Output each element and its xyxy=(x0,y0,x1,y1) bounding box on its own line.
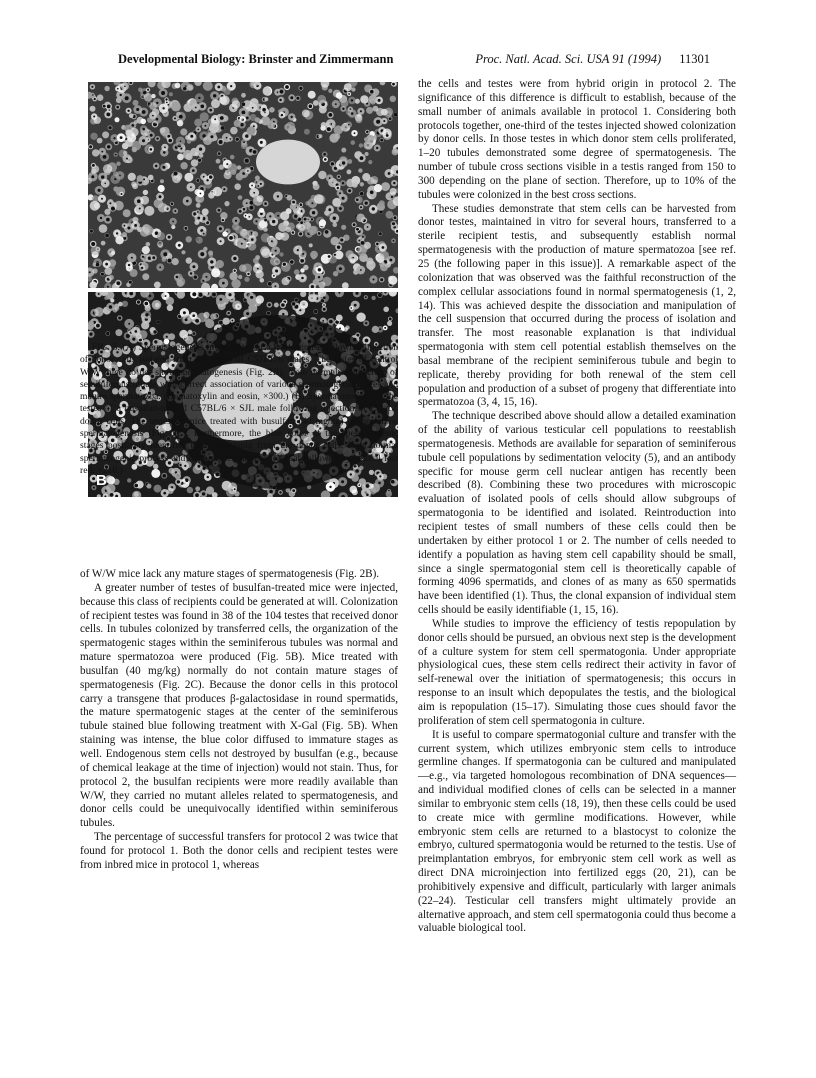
figure-5-caption: FIG. 5. (A) Spermatogenesis in the testes of a W/W mouse following injection of donor cells isolated from the testes of C57BL/6 males. The testes of control W/W mice do not show spermatogenesis (Fig. 2B). Note normal architecture of seminiferous tubule with correct association of various spermatogenic stages and mature spermatozoa. (Hematoxylin and eosin, ×300.) (B) Spermatogenesis in the testes of a busulfan-treated C57BL/6 × SJL male following injection of ZFlacZ donor cells. The testes of mice treated with busulfan (40 mg/kg) do not show spermatogenesis (Fig. 2C). Furthermore, the blue color of the spermatogenic stages positively identifies them as arising from the donor cells. Note normal spermatogenic process and mature spermatozoa. (X-Gal followed by neutral fast red; ×210.) xyxy=(80,342,398,476)
page-number: 11301 xyxy=(679,52,710,66)
running-head xyxy=(118,52,710,72)
micrograph-a-image xyxy=(88,82,398,288)
running-head-journal xyxy=(475,52,710,67)
figure-5a-micrograph xyxy=(88,82,398,288)
paragraph: A greater number of testes of busulfan-treated mice were injected, because this class of recipients could be generated at will. Colonization of recipient testes was found in 38 of the 104 testes that received donor cells. In tubules colonized by transferred cells, the organization of the spermatogenic stages within the seminiferous tubules was normal and mature spermatozoa were produced (Fig. 5B). Mice treated with busulfan (40 mg/kg) normally do not contain mature stages of spermatogenesis (Fig. 2C). Because the donor cells in this protocol carry a transgene that produces β-galactosidase in round spermatids, the mature spermatogenic stages at the center of the seminiferous tubule stained blue following treatment with X-Gal (Fig. 5B). When staining was intense, the blue color diffused to immature stages as well. Endogenous stem cells not destroyed by busulfan (e.g., because of chemical leakage at the time of injection) would not stain. Thus, for protocol 2, the busulfan recipients were more readily available than W/W, they carried no mutant alleles related to spermatogenesis, and donor cells could be unequivocally identified within seminiferous tubules. xyxy=(80,581,398,830)
paragraph: These studies demonstrate that stem cells can be harvested from donor testes, maintained in vitro for several hours, transferred to a sterile recipient testis, and subsequently establish normal spermatogenesis with the production of mature spermatozoa [see ref. 25 (the following paper in this issue)]. A remarkable aspect of the colonization that was observed was the faithful reconstruction of the complex cellular associations found in normal spermatogenesis (1, 2, 14). This was achieved despite the dissociation and manipulation of the cell suspension that occurred during the process of isolation and transfer. The most reasonable explanation is that individual spermatogonia with stem cell potential establish themselves on the basal membrane of the recipient seminiferous tubule and begin to replicate, thereby providing for both renewal of the stem cell population and production of a subset of progeny that differentiate into spermatozoa (3, 4, 15, 16). xyxy=(418,202,736,409)
paragraph: the cells and testes were from hybrid origin in protocol 2. The significance of this difference is difficult to establish, because of the small number of animals available in protocol 1. Considering both protocols together, one-third of the testes injected showed colonization by donor cells. In those testes in which donor stem cells proliferated, 1–20 tubules demonstrated some degree of spermatogenesis. The number of tubule cross sections visible in a testis ranged from 150 to 300 depending on the plane of section. Therefore, up to 10% of the tubules were colonized in the best cross sections. xyxy=(418,78,736,201)
paragraph: The technique described above should allow a detailed examination of the ability of various testicular cell populations to reestablish spermatogenesis. Methods are available for separation of seminiferous tubule cell populations by sedimentation velocity (5), and an antibody specific for mouse germ cell nuclear antigen has recently been described (8). Combining these two procedures with microscopic evaluation of isolated pools of cells should allow subgroups of spermatogonia to be identified and isolated. Reintroduction into recipient testes of small numbers of these cells could then be undertaken by either protocol 1 or 2. The number of cells needed to identify a population as having stem cell capability should be small, since a single spermatogonial stem cell is theoretically capable of forming 4096 spermatids, and clones of as many as 650 spermatids have been identified (1). Thus, the clonal expansion of individual stem cells should be easily identifiable (1, 15, 16). xyxy=(418,410,736,617)
right-text-column xyxy=(418,78,736,936)
paragraph: It is useful to compare spermatogonial culture and transfer with the current system, which utilizes embryonic stem cells to introduce germline changes. If spermatogonia can be cultured and manipulated—e.g., via targeted homologous recombination of DNA sequences—and individual modified clones of cells can be selected in a manner similar to embryonic stem cells (18, 19), then these cells could be used to create mice with germline modifications. However, while embryonic stem cells are returned to a blastocyst to colonize the embryo, cultured spermatogonia would be returned to the testis. Use of preimplantation embryos, for embryonic stem cell work as well as direct DNA microinjection into fertilized eggs (20, 21), can be prohibitively expensive and difficult, particularly with larger animals (22–24). Testicular cell transfers might ultimately provide an alternative approach, and stem cell spermatogonia could thus become a valuable biological tool. xyxy=(418,728,736,935)
figure-panel-letter-b: B xyxy=(96,472,107,489)
figure-caption xyxy=(80,342,398,477)
running-head-section-authors: Developmental Biology: Brinster and Zimmermann xyxy=(118,52,394,66)
paragraph: The percentage of successful transfers for protocol 2 was twice that found for protocol 1. Both the donor cells and recipient testes were from inbred mice in protocol 1, whereas xyxy=(80,831,398,871)
paragraph: While studies to improve the efficiency of testis repopulation by donor cells should be pursued, an obvious next step is the development of a culture system for stem cell spermatogonia. Under appropriate physiological cues, these stem cells redirect their activity in favor of self-renewal over the initiation of spermatogenesis; this occurs in response to an insult which depopulates the testis, and the biological aim is repopulation (15–17). Simulating those cues should favor the proliferation of stem cell spermatogonia in culture. xyxy=(418,617,736,727)
left-text-column xyxy=(80,568,398,873)
journal-citation: Proc. Natl. Acad. Sci. USA 91 (1994) xyxy=(475,52,662,66)
paragraph: of W/W mice lack any mature stages of spermatogenesis (Fig. 2B). xyxy=(80,568,380,580)
